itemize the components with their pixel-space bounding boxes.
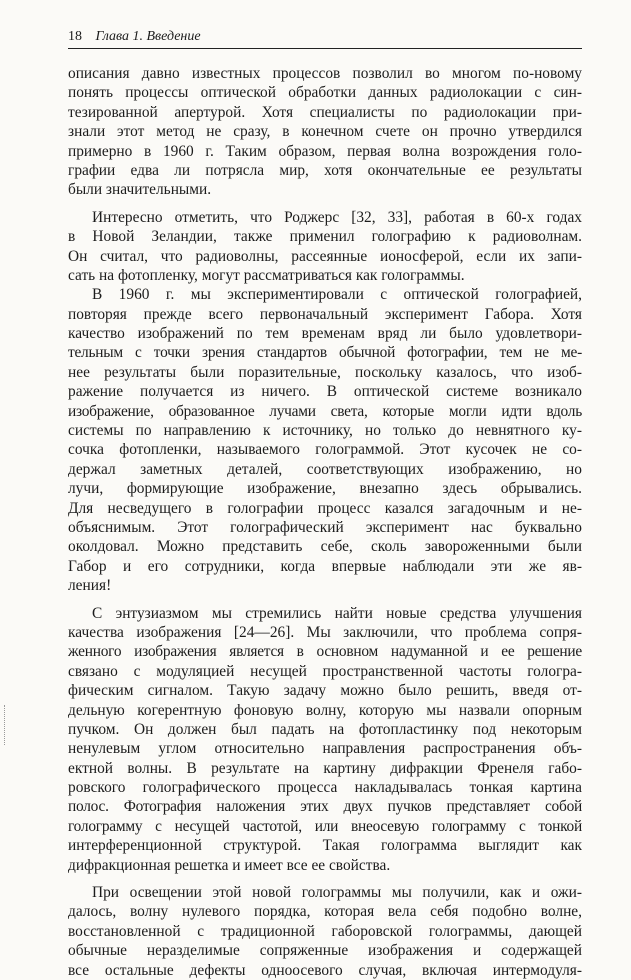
text-line: пучком. Он должен был падать на фотопластинку под некоторым <box>68 720 582 738</box>
text-line: интерференционной структурой. Такая голограмма выглядит как <box>68 837 582 855</box>
paragraph <box>68 64 582 200</box>
text-line: качество изображений по тем временам вряд ли было удовлетвори- <box>68 325 582 343</box>
text-line: С энтузиазмом мы стремились найти новые средства улучшения <box>92 604 582 622</box>
text-line: ражение получается из ничего. В оптической системе возникало <box>68 383 582 401</box>
text-line: женного изображения является в основном надуманной и ее решение <box>68 643 582 661</box>
text-line: дифракционная решетка и имеет все ее свойства. <box>68 856 391 874</box>
text-line: знали этот метод не сразу, в конечном счете он прочно утвердился <box>68 123 582 141</box>
text-line: повторяя прежде всего первоначальный эксперимент Габора. Хотя <box>68 305 582 323</box>
text-line: были значительными. <box>68 181 212 199</box>
page-number: 18 <box>68 29 82 44</box>
paragraph <box>68 604 582 875</box>
body-text <box>68 64 582 980</box>
paragraph <box>68 208 582 286</box>
text-line: Интересно отметить, что Роджерс [32, 33], работая в 60-х годах <box>92 208 582 226</box>
text-line: восстановленной с традиционной габоровской голограммы, дающей <box>68 922 582 940</box>
text-line: сать на фотопленку, могут рассматриваться как голограммы. <box>68 266 465 284</box>
text-line: графии едва ли потрясла мир, хотя окончательные ее результаты <box>68 161 582 179</box>
margin-marks <box>4 705 8 745</box>
chapter-title: Глава 1. Введение <box>95 29 201 44</box>
text-line: полос. Фотография наложения этих двух пучков представляет собой <box>68 798 582 816</box>
text-line: тезированной апертурой. Хотя специалисты по радиолокации при- <box>68 103 582 121</box>
text-line: нее результаты были поразительные, поскольку казалось, что изоб- <box>68 363 582 381</box>
text-line: ектной волны. В результате на картину дифракции Френеля габо- <box>68 759 582 777</box>
text-line: изображение, образованное лучами света, которые могли идти вдоль <box>68 402 582 420</box>
text-line: связано с модуляцией несущей пространственной частоты гологра- <box>68 662 582 680</box>
text-line: сочка фотопленки, называемого голограммой. Этот кусочек не со- <box>68 441 582 459</box>
text-line: Для несведущего в голографии процесс казался загадочным и не- <box>68 499 582 517</box>
text-line: далось, волну нулевого порядка, которая вела себя подобно волне, <box>68 903 582 921</box>
text-line: держал заметных деталей, соответствующих изображению, но <box>68 460 582 478</box>
text-line: системы по направлению к источнику, но только до невнятного ку- <box>68 422 582 440</box>
text-line: описания давно известных процессов позволил во многом по-новому <box>68 65 582 82</box>
text-line: ненулевым углом относительно направления распространения объ- <box>68 740 582 758</box>
running-header <box>68 28 582 49</box>
paragraph <box>68 883 582 980</box>
text-line: голограмму с несущей частотой, или внеосевую голограмму с тонкой <box>68 817 582 835</box>
text-line: ления! <box>68 577 112 595</box>
text-line: При освещении этой новой голограммы мы получили, как и ожи- <box>92 884 582 902</box>
text-line: дельную когерентную фоновую волну, которую мы назвали опорным <box>68 701 582 719</box>
text-line: Габор и его сотрудники, когда впервые наблюдали эти же яв- <box>68 557 582 575</box>
text-line: понять процессы оптической обработки данных радиолокации с син- <box>68 84 582 102</box>
text-line: качества изображения [24—26]. Мы заключили, что проблема сопря- <box>68 623 582 641</box>
text-line: ровского голографического процесса накладывалась тонкая картина <box>68 779 582 797</box>
text-line: лучи, формирующие изображение, внезапно здесь обрывались. <box>68 480 582 498</box>
text-line: обычные неразделимые сопряженные изображения и содержащей <box>68 942 582 960</box>
text-line: околдовал. Можно представить себе, сколь завороженными были <box>68 538 582 556</box>
text-line: примерно в 1960 г. Таким образом, первая волна возрождения голо- <box>68 142 582 160</box>
text-line: объяснимым. Этот голографический эксперимент нас буквально <box>68 518 582 536</box>
text-line: В 1960 г. мы экспериментировали с оптической голографией, <box>92 286 582 304</box>
text-line: фическим сигналом. Такую задачу можно было решить, введя от- <box>68 682 582 700</box>
text-line: все остальные дефекты одноосевого случая, включая интермодуля- <box>68 961 582 979</box>
text-line: в Новой Зеландии, также применил голографию к радиоволнам. <box>68 228 582 246</box>
paragraph <box>68 285 582 595</box>
text-line: тельным с точки зрения стандартов обычной фотографии, тем не ме- <box>68 344 582 362</box>
text-line: Он считал, что радиоволны, рассеянные ионосферой, если их запи- <box>68 247 582 265</box>
